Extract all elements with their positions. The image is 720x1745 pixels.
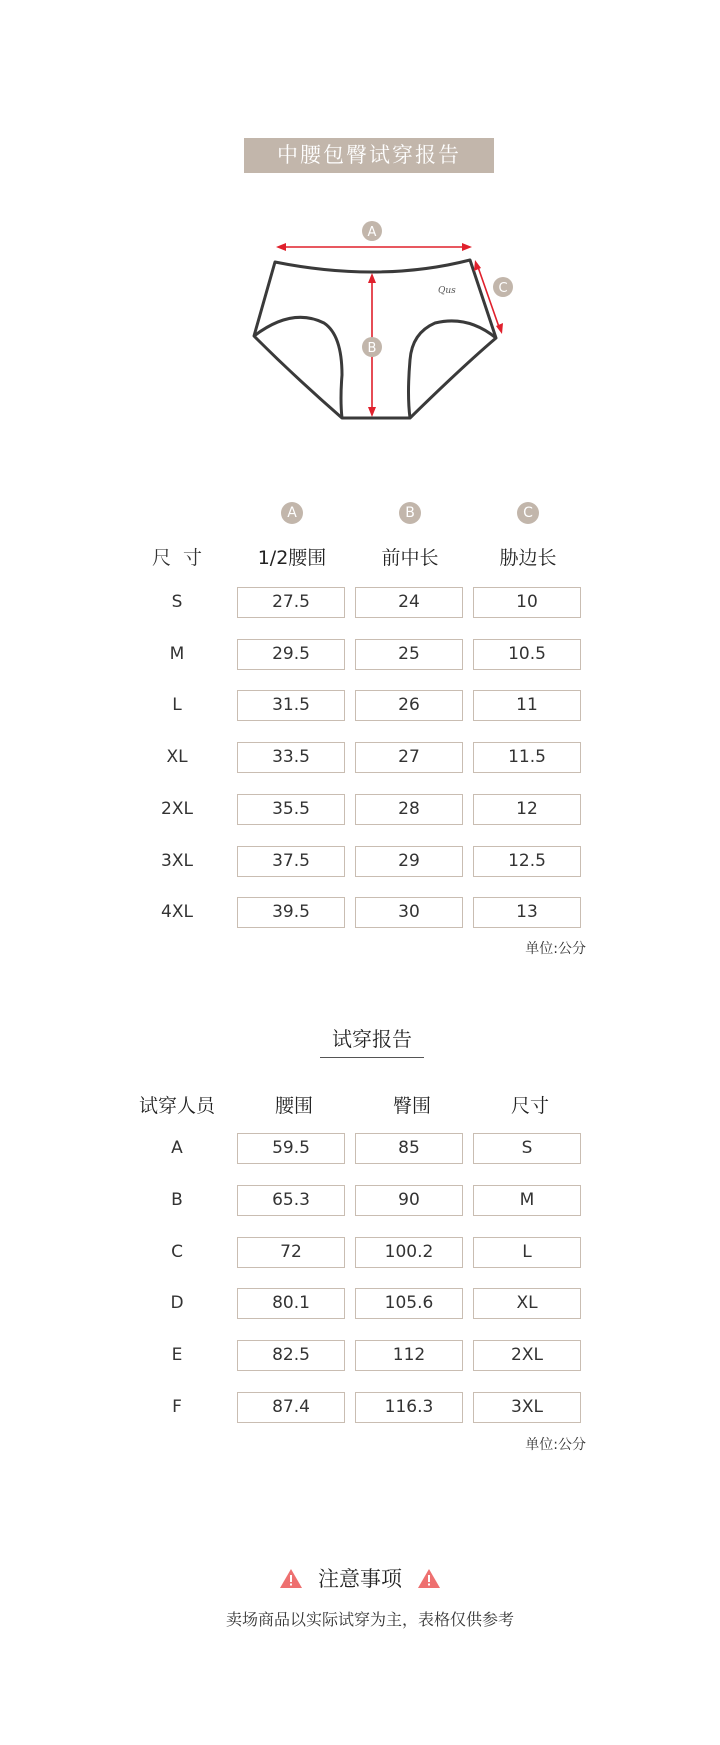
size-table-cell: 29 [355, 846, 463, 877]
size-table-cell: 10.5 [473, 639, 581, 670]
size-table-cell: 12.5 [473, 846, 581, 877]
trial-table-cell: 87.4 [237, 1392, 345, 1423]
size-table-cell: 29.5 [237, 639, 345, 670]
size-header: 尺 寸 [151, 547, 203, 569]
size-unit-note: 单位:公分 [525, 941, 586, 957]
col-c-badge: C [517, 502, 539, 524]
trial-table-cell: 3XL [473, 1392, 581, 1423]
notice-text: 卖场商品以实际试穿为主，表格仅供参考 [225, 1610, 514, 1629]
size-table-cell: 13 [473, 897, 581, 928]
size-table-cell: 12 [473, 794, 581, 825]
trial-table-cell: 80.1 [237, 1288, 345, 1319]
garment-logo: Qus [438, 286, 456, 296]
trial-table-cell: 116.3 [355, 1392, 463, 1423]
size-table-cell: 28 [355, 794, 463, 825]
trial-table-cell: XL [473, 1288, 581, 1319]
trial-table-cell: 82.5 [237, 1340, 345, 1371]
trial-table-cell: 112 [355, 1340, 463, 1371]
size-table-cell: 35.5 [237, 794, 345, 825]
warning-icon [417, 1568, 441, 1589]
trial-table-cell: S [473, 1133, 581, 1164]
size-table-cell: 30 [355, 897, 463, 928]
size-table-cell: 33.5 [237, 742, 345, 773]
trial-row-label: B [171, 1189, 183, 1210]
size-table-cell: 31.5 [237, 690, 345, 721]
size-table-cell: 25 [355, 639, 463, 670]
size-row-label: 2XL [161, 798, 193, 819]
badge-a-label: A [367, 225, 377, 240]
size-table-cell: 24 [355, 587, 463, 618]
badge-b-label: B [367, 341, 377, 356]
col-a-badge: A [281, 502, 303, 524]
trial-table-cell: 100.2 [355, 1237, 463, 1268]
size-table-cell: 37.5 [237, 846, 345, 877]
trial-table-cell: 105.6 [355, 1288, 463, 1319]
trial-table-cell: 85 [355, 1133, 463, 1164]
trial-row-label: E [171, 1345, 183, 1366]
page-title-banner: 中腰包臀试穿报告 [244, 138, 494, 173]
col-waist: 腰围 [274, 1095, 313, 1117]
trial-unit-note: 单位:公分 [525, 1437, 586, 1453]
notice-title-text: 注意事项 [318, 1567, 402, 1591]
size-row-label: S [171, 592, 183, 612]
size-row-label: XL [166, 747, 188, 768]
badge-c-label: C [498, 281, 508, 296]
garment-diagram [240, 215, 520, 425]
trial-row-label: A [171, 1138, 183, 1158]
trial-row-label: D [170, 1293, 184, 1314]
size-table-cell: 27.5 [237, 587, 345, 618]
size-table-cell: 11 [473, 690, 581, 721]
left-leg-opening [254, 317, 342, 418]
col-size: 尺寸 [510, 1095, 549, 1117]
col-hip: 臀围 [392, 1095, 431, 1117]
trial-table-cell: 90 [355, 1185, 463, 1216]
size-row-label: 3XL [161, 850, 193, 871]
trial-row-label: C [171, 1241, 183, 1262]
trial-table-cell: 65.3 [237, 1185, 345, 1216]
size-table-cell: 26 [355, 690, 463, 721]
size-table-cell: 39.5 [237, 897, 345, 928]
trial-report-title: 试穿报告 [320, 1023, 424, 1058]
warning-icon [279, 1568, 303, 1589]
trial-row-label: F [172, 1397, 182, 1417]
col-b-badge: B [399, 502, 421, 524]
trial-table-cell: 59.5 [237, 1133, 345, 1164]
size-row-label: L [172, 695, 182, 716]
col-side-length: 胁边长 [499, 547, 557, 569]
col-trial-person: 试穿人员 [138, 1095, 215, 1117]
col-front-length: 前中长 [381, 547, 439, 569]
trial-table-cell: M [473, 1185, 581, 1216]
size-row-label: 4XL [161, 902, 193, 923]
size-table-cell: 27 [355, 742, 463, 773]
trial-table-cell: 2XL [473, 1340, 581, 1371]
size-row-label: M [169, 643, 185, 664]
size-table-cell: 11.5 [473, 742, 581, 773]
size-table-cell: 10 [473, 587, 581, 618]
trial-table-cell: L [473, 1237, 581, 1268]
notice-heading [0, 1563, 720, 1593]
right-leg-opening [409, 321, 497, 418]
trial-table-cell: 72 [237, 1237, 345, 1268]
col-half-waist: 1/2腰围 [257, 547, 327, 569]
